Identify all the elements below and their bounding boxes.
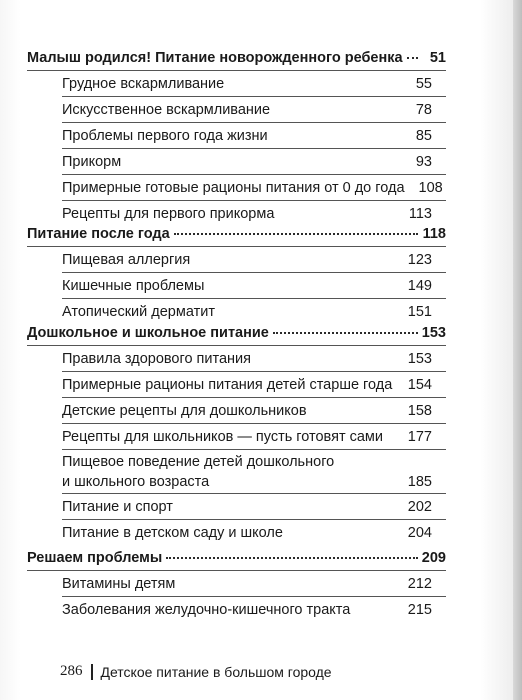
chapter-page: 118 bbox=[422, 226, 446, 242]
item-title: Заболевания желудочно-кишечного тракта bbox=[62, 602, 351, 618]
divider bbox=[62, 449, 446, 450]
divider bbox=[27, 570, 446, 571]
item-title: Рецепты для школьников — пусть готовят сами bbox=[62, 429, 384, 445]
chapter-page: 51 bbox=[429, 50, 446, 66]
item-title: Пищевое поведение детей дошкольного bbox=[62, 454, 335, 470]
divider bbox=[62, 423, 446, 424]
toc-item[interactable] bbox=[62, 377, 432, 394]
toc-item[interactable] bbox=[62, 102, 432, 119]
item-title: Примерные рационы питания детей старше года bbox=[62, 377, 393, 393]
divider bbox=[27, 70, 446, 71]
toc-item[interactable] bbox=[62, 76, 432, 93]
toc-chapter-1[interactable] bbox=[27, 50, 446, 67]
dot-leader bbox=[407, 57, 418, 59]
book-title: Детское питание в большом городе bbox=[100, 663, 332, 680]
item-page: 108 bbox=[418, 180, 443, 196]
chapter-title: Малыш родился! Питание новорожденного ребенка bbox=[27, 50, 403, 66]
chapter-title: Решаем проблемы bbox=[27, 550, 163, 566]
divider bbox=[62, 174, 446, 175]
item-page: 202 bbox=[407, 499, 432, 515]
toc-item[interactable] bbox=[62, 304, 432, 321]
separator-bar bbox=[91, 664, 93, 680]
chapter-title: Дошкольное и школьное питание bbox=[27, 325, 269, 341]
item-title: Питание и спорт bbox=[62, 499, 173, 515]
toc-item[interactable] bbox=[62, 180, 443, 197]
divider bbox=[27, 345, 446, 346]
item-title: Грудное вскармливание bbox=[62, 76, 225, 92]
item-page: 151 bbox=[407, 304, 432, 320]
toc-item[interactable] bbox=[62, 576, 432, 593]
item-page: 55 bbox=[415, 76, 432, 92]
item-title: Прикорм bbox=[62, 154, 122, 170]
toc-item[interactable] bbox=[62, 602, 432, 619]
dot-leader bbox=[166, 557, 418, 559]
item-page: 158 bbox=[407, 403, 432, 419]
toc-item[interactable] bbox=[62, 403, 432, 420]
divider bbox=[62, 493, 446, 494]
toc-item[interactable] bbox=[62, 154, 432, 171]
item-title: Питание в детском саду и школе bbox=[62, 525, 283, 541]
page-footer bbox=[60, 663, 332, 680]
item-page: 204 bbox=[407, 525, 432, 541]
divider bbox=[62, 272, 446, 273]
item-page: 177 bbox=[407, 429, 432, 445]
item-page: 215 bbox=[407, 602, 432, 618]
toc-item[interactable] bbox=[62, 128, 432, 145]
page-edge bbox=[513, 0, 522, 700]
divider bbox=[62, 148, 446, 149]
item-title: Искусственное вскармливание bbox=[62, 102, 271, 118]
item-title: Правила здорового питания bbox=[62, 351, 252, 367]
toc-item[interactable] bbox=[62, 499, 432, 516]
page-number: 286 bbox=[60, 663, 83, 679]
divider bbox=[62, 96, 446, 97]
item-page: 149 bbox=[407, 278, 432, 294]
item-title-continued: и школьного возраста bbox=[62, 474, 210, 490]
chapter-page: 209 bbox=[421, 550, 446, 566]
item-page: 93 bbox=[415, 154, 432, 170]
item-page: 153 bbox=[407, 351, 432, 367]
item-title: Проблемы первого года жизни bbox=[62, 128, 268, 144]
item-page: 123 bbox=[407, 252, 432, 268]
divider bbox=[62, 397, 446, 398]
divider bbox=[62, 298, 446, 299]
toc-item[interactable] bbox=[62, 429, 432, 446]
divider bbox=[62, 371, 446, 372]
item-page: 185 bbox=[407, 474, 432, 490]
dot-leader bbox=[174, 233, 418, 235]
item-title: Пищевая аллергия bbox=[62, 252, 191, 268]
chapter-title: Питание после года bbox=[27, 226, 170, 242]
item-title: Кишечные проблемы bbox=[62, 278, 205, 294]
dot-leader bbox=[273, 332, 418, 334]
item-page: 85 bbox=[415, 128, 432, 144]
chapter-page: 153 bbox=[421, 325, 446, 341]
toc-item[interactable] bbox=[62, 206, 432, 223]
divider bbox=[62, 596, 446, 597]
toc-item[interactable] bbox=[62, 525, 432, 542]
toc-chapter-4[interactable] bbox=[27, 550, 446, 567]
item-title: Рецепты для первого прикорма bbox=[62, 206, 275, 222]
item-page: 113 bbox=[408, 206, 432, 222]
divider bbox=[62, 519, 446, 520]
toc-item[interactable] bbox=[62, 278, 432, 295]
toc-item[interactable] bbox=[62, 252, 432, 269]
item-page: 154 bbox=[407, 377, 432, 393]
item-title: Витамины детям bbox=[62, 576, 176, 592]
item-title: Примерные готовые рационы питания от 0 до года bbox=[62, 180, 405, 196]
item-page: 78 bbox=[415, 102, 432, 118]
toc-chapter-2[interactable] bbox=[27, 226, 446, 243]
divider bbox=[27, 246, 446, 247]
item-title: Атопический дерматит bbox=[62, 304, 215, 320]
toc-item-multiline[interactable] bbox=[62, 452, 432, 492]
toc-item[interactable] bbox=[62, 351, 432, 368]
toc-chapter-3[interactable] bbox=[27, 325, 446, 342]
item-page: 212 bbox=[407, 576, 432, 592]
divider bbox=[62, 200, 446, 201]
item-title: Детские рецепты для дошкольников bbox=[62, 403, 307, 419]
divider bbox=[62, 122, 446, 123]
